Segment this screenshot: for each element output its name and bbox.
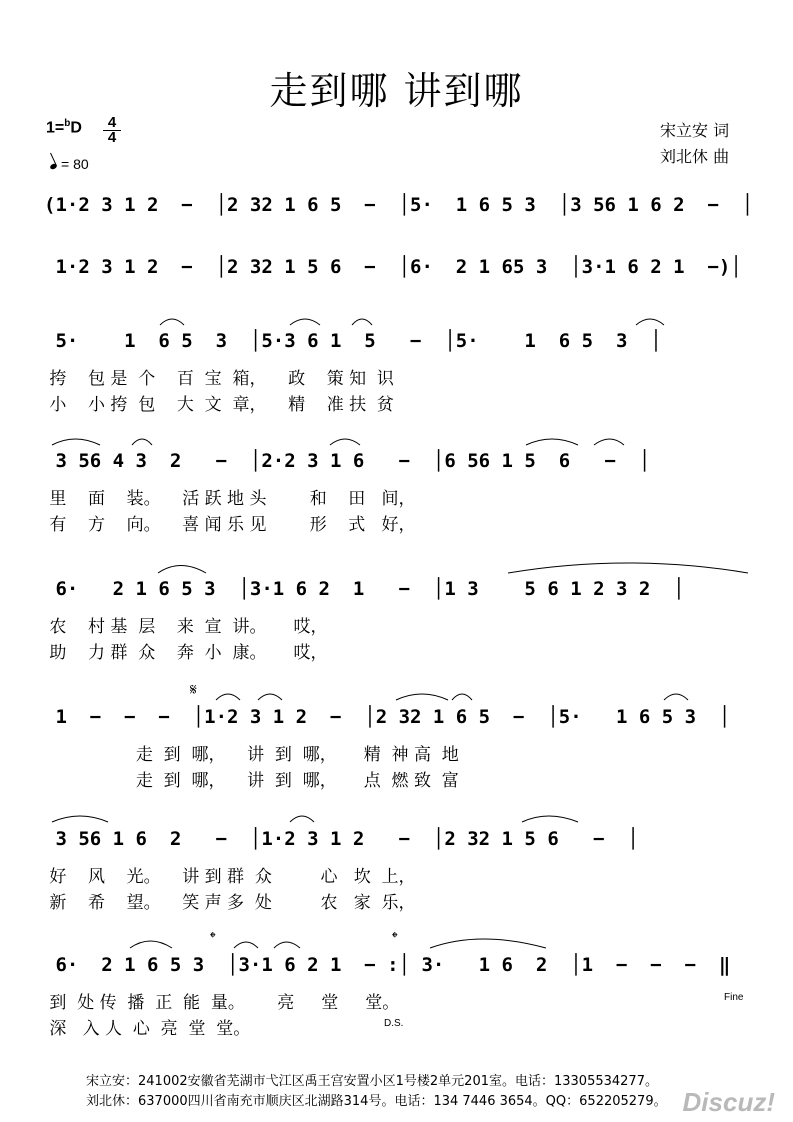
notation-row: 6· 2 1 6 5 3 │3·1 6 2 1 − │1 3 5 6 1 2 3 2 │ [44,578,685,600]
notation-row: 5· 1 6 5 3 │5·3 6 1 5 − │5· 1 6 5 3 │ [44,330,662,352]
notation-row: 6· 2 1 6 5 3 │3·1 6 2 1 − :│ 3· 1 6 2 │1 − − − ‖ [44,954,731,976]
lyrics-verse-1: 农 村 基 层 来 宣 讲。 哎， [44,617,328,637]
lyrics-verse-2: 有 方 向。 喜 闻 乐 见 形 式 好， [44,515,416,535]
lyrics-verse-2: 助 力 群 众 奔 小 康。 哎， [44,643,328,663]
segno-icon: 𝄋 [190,682,197,699]
lyrics-verse-2: 深 入 人 心 亮 堂 堂。 [44,1019,251,1039]
song-title: 走到哪 讲到哪 [269,69,524,113]
lyrics-verse-2: 走 到 哪， 讲 到 哪， 点 燃 致 富 [44,771,459,791]
watermark-logo: Discuz! [682,1087,775,1117]
ds-marking: D.S. [384,1018,404,1029]
lyricist-credit: 宋立安 词 [660,121,730,140]
footer-contact-lyricist: 宋立安：241002安徽省芜湖市弋江区禹王宫安置小区1号楼2单元201室。电话：13305534277。 [86,1074,658,1089]
composer-credit: 刘北休 曲 [660,147,730,166]
lyrics-verse-1: 走 到 哪， 讲 到 哪， 精 神 高 地 [44,745,459,765]
notation-row: 3 56 4 3 2 − │2·2 3 1 6 − │6 56 1 5 6 − │ [44,450,651,472]
time-signature: 4 4 [103,116,121,145]
notation-row: 1 − − − │1·2 3 1 2 − │2 32 1 6 5 − │5· 1 6 5 3 │ [44,706,731,728]
key-signature: 1=$^b$D [46,118,82,137]
fine-marking: Fine [724,992,744,1003]
lyrics-verse-2: 小 小 挎 包 大 文 章， 精 准 扶 贫 [44,395,394,415]
notation-row: (1·2 3 1 2 − │2 32 1 6 5 − │5· 1 6 5 3 │3 56 1 6 2 − │ [44,194,754,216]
notation-row: 1·2 3 1 2 − │2 32 1 5 6 − │6· 2 1 65 3 │3·1 6 2 1 −)│ [44,256,742,278]
footer-contact-composer: 刘北休：637000四川省南充市顺庆区北湖路314号。电话：134 7446 3654。QQ：652205279。 [86,1094,667,1109]
lyrics-verse-1: 好 风 光。 讲 到 群 众 心 坎 上， [44,867,416,887]
lyrics-verse-1: 到 处 传 播 正 能 量。 亮 堂 堂。 [44,993,400,1013]
lyrics-verse-2: 新 希 望。 笑 声 多 处 农 家 乐， [44,893,416,913]
lyrics-verse-1: 挎 包 是 个 百 宝 箱， 政 策 知 识 [44,369,394,389]
notation-row: 3 56 1 6 2 − │1·2 3 1 2 − │2 32 1 5 6 − │ [44,828,639,850]
coda-icon: 𝄌 [392,930,398,947]
lyrics-verse-1: 里 面 装。 活 跃 地 头 和 田 间， [44,489,416,509]
coda-icon: 𝄌 [210,930,216,947]
tempo-marking: = 80 [50,156,89,172]
